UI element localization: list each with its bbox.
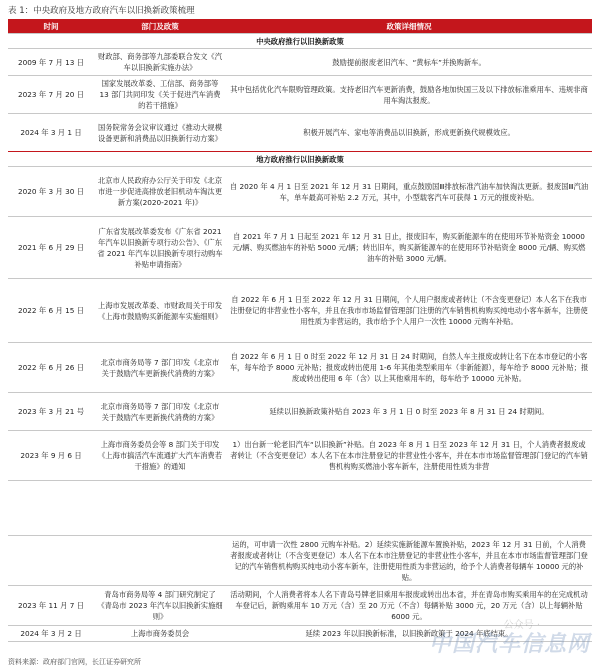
table-title: 表 1：中央政府及地方政府汽车以旧换新政策梳理 <box>8 6 195 16</box>
section-central-label: 中央政府推行以旧换新政策 <box>8 34 592 49</box>
cell-detail: 自 2022 年 6 月 1 日至 2022 年 12 月 31 日期间，个人用户报废或者转让（不含变更登记）本人名下在我市注册登记的非营业性小客车，并且在我市市场监督管理部门注册的汽车销售机构购买纯电动小客车新车，注册使用性质为非营运的，我市给予个人用户一次性 10000 元购车补贴。 <box>226 279 592 343</box>
cell-dept <box>94 536 226 586</box>
cell-time: 2023 年 11 月 7 日 <box>8 586 94 626</box>
cell-time <box>8 536 94 586</box>
section-local <box>8 152 592 167</box>
cell-dept: 国家发展改革委、工信部、商务部等 13 部门共同印发《关于促进汽车消费的若干措施》 <box>94 76 226 114</box>
cell-detail: 自 2022 年 6 月 1 日 0 时至 2022 年 12 月 31 日 24 时期间，自然人车主报废或转让名下在本市登记的小客车，每车给予 8000 元补贴；报废或转出使用 1-6 年其他类型乘用车（非新能源），每车给予 8000 元补贴；报废或转出使用 6 年（含）以上其他乘用车的，每车给予 10000 元补贴。 <box>226 343 592 393</box>
cell-detail: 自 2020 年 4 月 1 日至 2021 年 12 月 31 日期间，重点鼓励国Ⅲ排放标准汽油车加快淘汰更新。报废国Ⅲ汽油车，单车最高可补贴 2.2 万元，其中，小型载客汽车可获得 1 万元的报废补贴。 <box>226 167 592 217</box>
cell-detail: 积极开展汽车、家电等消费品以旧换新，形成更新换代规模效应。 <box>226 114 592 152</box>
table-header-row <box>8 19 592 34</box>
table-row <box>8 167 592 217</box>
cell-time: 2024 年 3 月 1 日 <box>8 114 94 152</box>
cell-detail: 1）出台新一轮老旧汽车“以旧换新”补贴。自 2023 年 8 月 1 日至 2023 年 12 月 31 日，个人消费者报废或者转让（不含变更登记）本人名下在本市注册登记的非营业性小客车，并在本市市场监督管理部门登记的汽车销售机构购买燃油小客车新车，注册使用性质为非营 <box>226 431 592 481</box>
cell-detail: 自 2021 年 7 月 1 日起至 2021 年 12 月 31 日止，报废旧车，购买新能源车的在使用环节补贴资金 10000 元/辆、购买燃油车的补贴 5000 元/辆；转出旧车，购买新能源车的在使用环节补贴资金 8000 元/辆、购买燃油车的补贴 3000 元/辆。 <box>226 217 592 279</box>
header-detail: 政策详细情况 <box>226 19 592 34</box>
cell-time: 2022 年 6 月 15 日 <box>8 279 94 343</box>
header-dept: 部门及政策 <box>94 19 226 34</box>
cell-time: 2024 年 3 月 2 日 <box>8 626 94 642</box>
cell-detail: 延续以旧换新政策补贴自 2023 年 3 月 1 日 0 时至 2023 年 8 月 31 日 24 时期间。 <box>226 393 592 431</box>
table-row <box>8 393 592 431</box>
table-row <box>8 217 592 279</box>
cell-dept: 北京市商务局等 7 部门印发《北京市关于鼓励汽车更新换代消费的方案》 <box>94 343 226 393</box>
source-note: 资料来源：政府部门官网，长江证券研究所 <box>8 658 141 666</box>
cell-detail: 延续 2023 年以旧换新标准，以旧换新政策于 2024 年底结束。 <box>226 626 592 642</box>
cell-dept: 上海市发展改革委、市财政局关于印发《上海市鼓励购买新能源车实施细则》 <box>94 279 226 343</box>
cell-time: 2021 年 6 月 29 日 <box>8 217 94 279</box>
cell-dept: 广东省发展改革委发布《广东省 2021 年汽车以旧换新专项行动公告》、《广东省 2021 年汽车以旧换新专项行动购车补贴申请指南》 <box>94 217 226 279</box>
cell-detail: 运的，可申请一次性 2800 元购车补贴。2）延续实施新能源车置换补贴，2023 年 12 月 31 日前，个人消费者报废或者转让（不含变更登记）本人名下在本市注册登记的非营业性小客车，并且在本市市场监督管理部门登记的汽车销售机构购买纯电动小客车新车，注册使用性质为非营运的，给予个人消费者每辆车 10000 元的补贴。 <box>226 536 592 586</box>
cell-dept: 北京市商务局等 7 部门印发《北京市关于鼓励汽车更新换代消费的方案》 <box>94 393 226 431</box>
table-row <box>8 343 592 393</box>
cell-time: 2023 年 9 月 6 日 <box>8 431 94 481</box>
cell-dept: 北京市人民政府办公厅关于印发《北京市进一步促进高排放老旧机动车淘汰更新方案(2020-2021 年)》 <box>94 167 226 217</box>
policy-table <box>8 19 592 642</box>
cell-time: 2020 年 3 月 30 日 <box>8 167 94 217</box>
cell-detail: 鼓励提前报废老旧汽车、“黄标车”并换购新车。 <box>226 49 592 76</box>
section-local-label: 地方政府推行以旧换新政策 <box>8 152 592 167</box>
table-row <box>8 431 592 481</box>
table-row <box>8 114 592 152</box>
section-central <box>8 34 592 49</box>
cell-time: 2023 年 7 月 20 日 <box>8 76 94 114</box>
cell-dept: 青岛市商务局等 4 部门研究制定了《青岛市 2023 年汽车以旧换新实施细则》 <box>94 586 226 626</box>
cell-dept: 国务院常务会议审议通过《推动大规模设备更新和消费品以旧换新行动方案》 <box>94 114 226 152</box>
cell-dept: 上海市商务委员会 <box>94 626 226 642</box>
watermark-small: 公众号 · <box>503 620 540 631</box>
cell-time: 2023 年 3 月 21 号 <box>8 393 94 431</box>
cell-detail: 活动期间，个人消费者将本人名下青岛号牌老旧乘用车报废或转出出本省，并在青岛市购买乘用车的在完成机动车登记后，新购乘用车 10 万元（含）至 20 万元（不含）每辆补贴 3000 元，20 万元（含）以上每辆补贴 6000 元。 <box>226 586 592 626</box>
table-row <box>8 49 592 76</box>
watermark: 中国汽车信息网 <box>428 632 590 657</box>
cell-time: 2022 年 6 月 26 日 <box>8 343 94 393</box>
cell-dept: 财政部、商务部等九部委联合发文《汽车以旧换新实施办法》 <box>94 49 226 76</box>
page-gap <box>8 481 592 536</box>
cell-time: 2009 年 7 月 13 日 <box>8 49 94 76</box>
header-time: 时间 <box>8 19 94 34</box>
table-row <box>8 279 592 343</box>
cell-dept: 上海市商务委员会等 8 部门关于印发《上海市搞活汽车流通扩大汽车消费若干措施》的通知 <box>94 431 226 481</box>
table-row <box>8 536 592 586</box>
table-row <box>8 76 592 114</box>
cell-detail: 其中包括优化汽车限购管理政策。支持老旧汽车更新消费，鼓励各地加快国三及以下排放标准乘用车、违规非商用车淘汰报废。 <box>226 76 592 114</box>
